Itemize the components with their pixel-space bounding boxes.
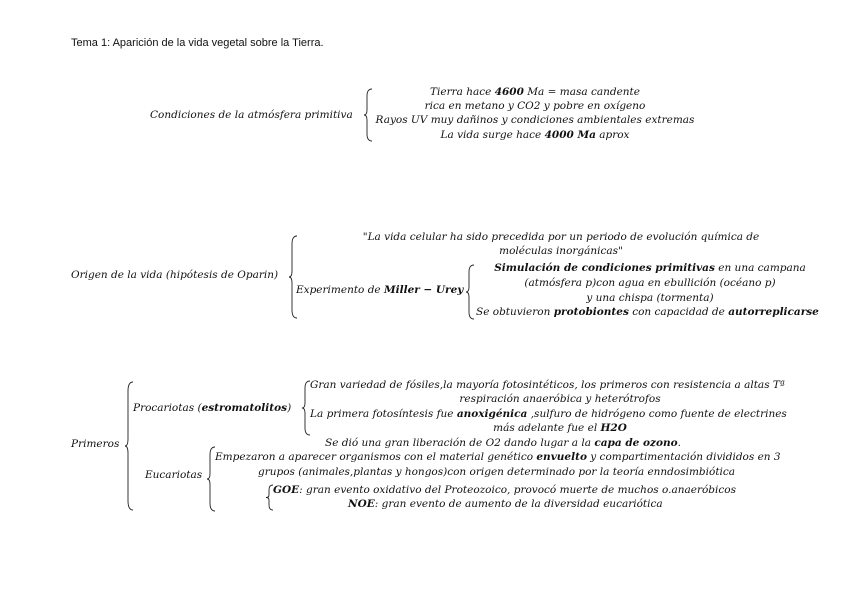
ozone-line: Se dió una gran liberación de O2 dando lugar a la capa de ozono. [325, 437, 681, 449]
section3-label: Primeros [71, 438, 120, 450]
section1-line-1: Tierra hace 4600 Ma = masa candente [430, 86, 640, 98]
section1-line-3: Rayos UV muy dañinos y condiciones ambientales extremas [375, 114, 695, 126]
goe-line: GOE: gran evento oxidativo del Proteozoico, provocó muerte de muchos o.anaeróbicos [273, 484, 736, 496]
eukaryotes-line-1: Empezaron a aparecer organismos con el material genético envuelto y compartimentación divididos en 3 [215, 451, 781, 463]
section2-label: Origen de la vida (hipótesis de Oparin) [71, 269, 279, 281]
oparin-quote-line-1: "La vida celular ha sido precedida por un periodo de evolución química de [362, 231, 760, 243]
experiment-line-1: Simulación de condiciones primitivas en una campana [494, 262, 806, 274]
document-title: Tema 1: Aparición de la vida vegetal sobre la Tierra. [71, 37, 324, 49]
section1-line-2: rica en metano y CO2 y pobre en oxígeno [424, 100, 646, 112]
experiment-line-2: (atmósfera p)con agua en ebullición (océano p) [524, 277, 776, 289]
eukaryotes-label: Eucariotas [145, 469, 203, 481]
section1-line-4: La vida surge hace 4000 Ma aprox [440, 129, 630, 141]
prokaryotes-line-4: más adelante fue el H2O [493, 422, 627, 434]
experiment-line-3: y una chispa (tormenta) [586, 292, 714, 304]
prokaryotes-line-2: respiración anaeróbica y heterótrofos [459, 393, 661, 405]
prokaryotes-line-3: La primera fotosíntesis fue anoxigénica ,sulfuro de hidrógeno como fuente de electrines [310, 408, 787, 420]
oparin-quote-line-2: moléculas inorgánicas" [499, 245, 623, 257]
prokaryotes-label: Procariotas (estromatolitos) [133, 402, 292, 414]
noe-line: NOE: gran evento de aumento de la diversidad eucariótica [348, 498, 663, 510]
section1-label: Condiciones de la atmósfera primitiva [150, 109, 353, 121]
eukaryotes-line-2: grupos (animales,plantas y hongos)con origen determinado por la teoría enndosimbiótica [258, 466, 736, 478]
experiment-label: Experimento de Miller − Urey [296, 284, 464, 296]
experiment-line-4: Se obtuvieron protobiontes con capacidad de autorreplicarse [476, 306, 819, 318]
prokaryotes-line-1: Gran variedad de fósiles,la mayoría fotosintéticos, los primeros con resistencia a altas Tª [310, 379, 785, 391]
